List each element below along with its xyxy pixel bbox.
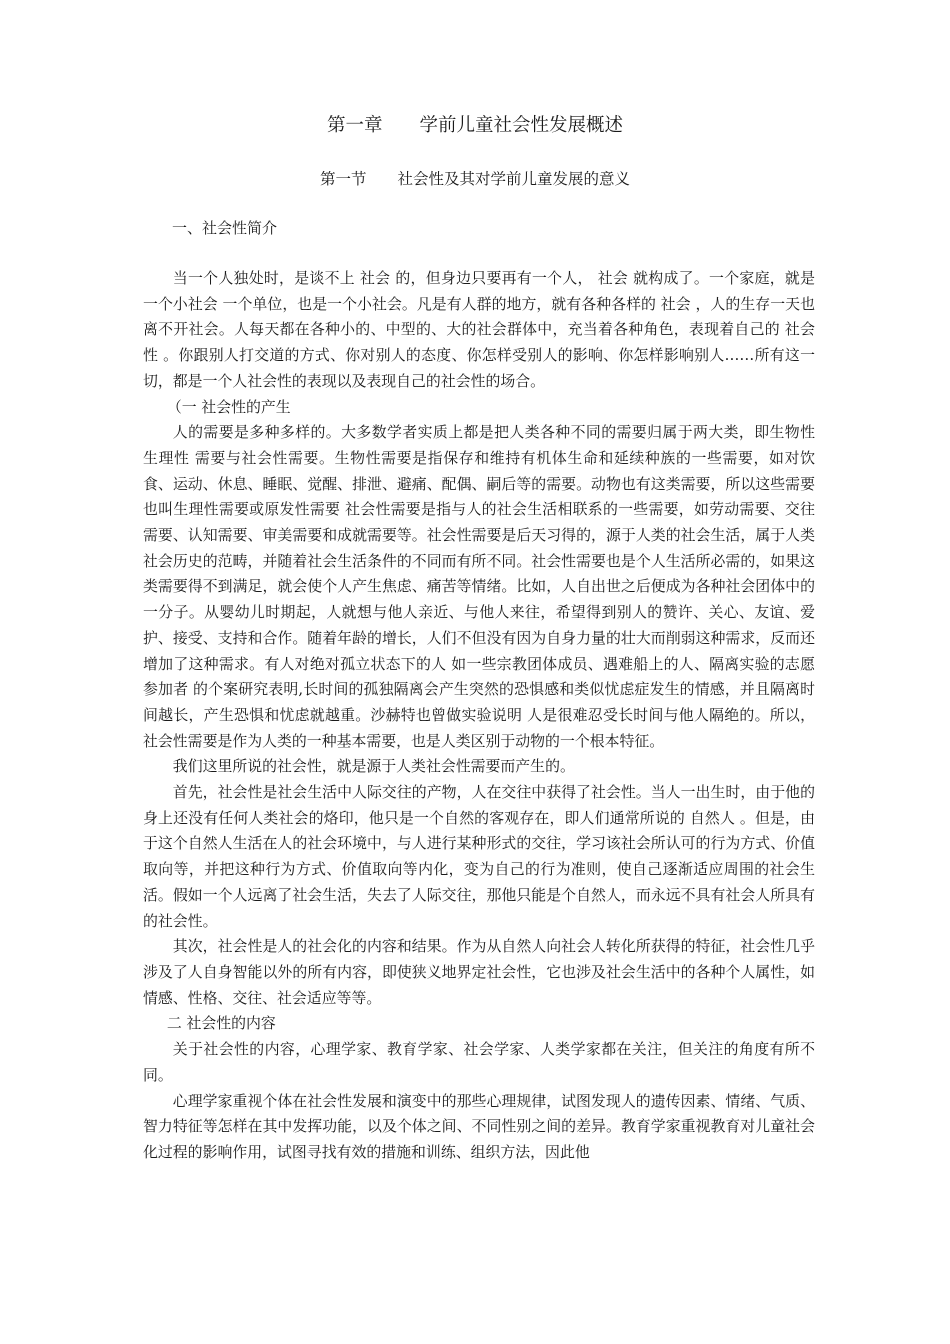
paragraph: 人的需要是多种多样的。大多数学者实质上都是把人类各种不同的需要归属于两大类，即生物性 生理性 需要与社会性需要。生物性需要是指保存和维持有机体生命和延续种族的一些需要，如对饮食、运动、休息、睡眠、觉醒、排泄、避痛、配偶、嗣后等的需要。动物也有这类需要，所以这些需要也叫生理性需要或原发性需要 社会性需要是指与人的社会生活相联系的一些需要，如劳动需要、交往需要、认知需要、审美需要和成就需要等。社会性需要是后天习得的，源于人类的社会生活，属于人类社会历史的范畴，并随着社会生活条件的不同而有所不同。社会性需要也是个人生活所必需的，如果这类需要得不到满足，就会使个人产生焦虑、痛苦等情绪。比如，人自出世之后便成为各种社会团体中的一分子。从婴幼儿时期起，人就想与他人亲近、与他人来往，希望得到别人的赞许、关心、友谊、爱护、接受、支持和合作。随着年龄的增长，人们不但没有因为自身力量的壮大而削弱这种需求，反而还增加了这种需求。有人对绝对孤立状态下的人 如一些宗教团体成员、遇难船上的人、隔离实验的志愿参加者 的个案研究表明,长时间的孤独隔离会产生突然的恐惧感和类似忧虑症发生的情感，并且隔离时间越长，产生恐惧和忧虑就越重。沙赫特也曾做实验说明 人是很难忍受长时间与他人隔绝的。所以，社会性需要是作为人类的一种基本需要，也是人类区别于动物的一个根本特征。	[143, 423, 815, 750]
subheading-content: 二 社会性的内容	[166, 1014, 276, 1033]
section-title: 第一节 社会性及其对学前儿童发展的意义	[319, 170, 630, 188]
paragraph: 首先，社会性是社会生活中人际交往的产物，人在交往中获得了社会性。当人一出生时，由于他的身上还没有任何人类社会的烙印，他只是一个自然的客观存在，即人们通常所说的 自然人 。但是，由于这个自然人生活在人的社会环境中，与人进行某种形式的交往，学习该社会所认可的行为方式、价值取向等，并把这种行为方式、价值取向等内化，变为自己的行为准则，使自己逐渐适应周围的社会生活。假如一个人远离了社会生活，失去了人际交往，那他只能是个自然人，而永远不具有社会人所具有的社会性。	[143, 783, 815, 930]
heading-introduction: 一、社会性简介	[172, 219, 278, 237]
subheading-origin: （一 社会性的产生	[166, 397, 291, 416]
paragraph: 我们这里所说的社会性，就是源于人类社会性需要而产生的。	[172, 757, 575, 776]
paragraph: 其次，社会性是人的社会化的内容和结果。作为从自然人向社会人转化所获得的特征，社会性几乎涉及了人自身智能以外的所有内容，即使狭义地界定社会性，它也涉及社会生活中的各种个人属性，如情感、性格、交往、社会适应等等。	[143, 937, 815, 1007]
body-text	[143, 266, 815, 1166]
paragraph: 当一个人独处时，是谈不上 社会 的，但身边只要再有一个人， 社会 就构成了。一个家庭，就是一个小社会 一个单位，也是一个小社会。凡是有人群的地方，就有各种各样的 社会 ，人的生存一天也离不开社会。人每天都在各种小的、中型的、大的社会群体中，充当着各种角色，表现着自己的 社会性 。你跟别人打交道的方式、你对别人的态度、你怎样受别人的影响、你怎样影响别人……所有这一切，都是一个人社会性的表现以及表现自己的社会性的场合。	[143, 269, 815, 390]
paragraph: 心理学家重视个体在社会性发展和演变中的那些心理规律，试图发现人的遗传因素、情绪、气质、智力特征等怎样在其中发挥功能，以及个体之间、不同性别之间的差异。教育学家重视教育对儿童社会化过程的影响作用，试图寻找有效的措施和训练、组织方法，因此他	[143, 1091, 815, 1161]
paragraph: 关于社会性的内容，心理学家、教育学家、社会学家、人类学家都在关注，但关注的角度有所不同。	[143, 1040, 815, 1084]
chapter-title: 第一章 学前儿童社会性发展概述	[326, 115, 623, 136]
